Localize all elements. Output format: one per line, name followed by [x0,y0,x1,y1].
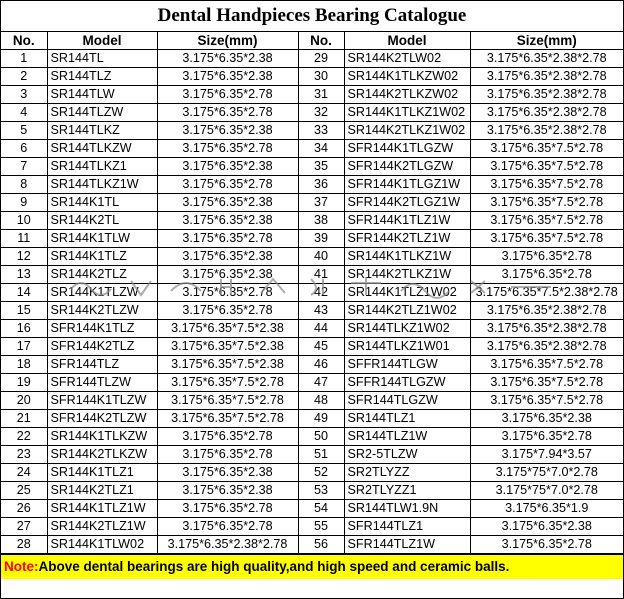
table-row [1,266,623,284]
cell-no-left: 14 [1,284,47,302]
table-row [1,338,623,356]
table-row [1,302,623,320]
cell-size-left: 3.175*6.35*2.78 [157,176,298,194]
cell-model-left: SR144TLKZ [47,122,157,140]
cell-no-right: 38 [298,212,344,230]
cell-no-right: 40 [298,248,344,266]
table-row [1,104,623,122]
table-row [1,464,623,482]
cell-no-right: 47 [298,374,344,392]
cell-no-right: 45 [298,338,344,356]
table-row [1,500,623,518]
cell-model-left: SR144K2TLZW [47,302,157,320]
cell-model-right: SR144TLZ1W [344,428,470,446]
table-row [1,50,623,68]
cell-model-left: SR144TL [47,50,157,68]
cell-no-left: 6 [1,140,47,158]
cell-size-right: 3.175*6.35*2.38 [470,410,623,428]
cell-no-left: 24 [1,464,47,482]
cell-no-left: 16 [1,320,47,338]
cell-size-left: 3.175*6.35*7.5*2.38 [157,338,298,356]
cell-no-right: 54 [298,500,344,518]
catalogue-title: Dental Handpieces Bearing Catalogue [1,1,623,32]
cell-size-right: 3.175*6.35*2.78 [470,536,623,554]
cell-no-left: 5 [1,122,47,140]
table-header-row [1,32,623,50]
cell-model-right: SFR144K2TLZ1W [344,230,470,248]
cell-size-left: 3.175*6.35*2.38 [157,464,298,482]
cell-size-left: 3.175*6.35*7.5*2.38 [157,320,298,338]
cell-no-right: 29 [298,50,344,68]
cell-model-right: SR144TLZ1 [344,410,470,428]
cell-size-left: 3.175*6.35*7.5*2.78 [157,410,298,428]
cell-size-right: 3.175*6.35*2.38*2.78 [470,50,623,68]
cell-model-left: SFR144K2TLZW [47,410,157,428]
cell-model-left: SFR144K2TLZ [47,338,157,356]
table-row [1,140,623,158]
cell-model-right: SR2TLYZZ [344,464,470,482]
cell-model-left: SR144K2TLZ1 [47,482,157,500]
cell-model-left: SR144K2TLKZW [47,446,157,464]
note-text: Above dental bearings are high quality,and high speed and ceramic balls. [38,559,510,574]
cell-size-left: 3.175*6.35*2.78 [157,446,298,464]
cell-size-right: 3.175*6.35*7.5*2.78 [470,140,623,158]
cell-model-left: SR144TLKZ1 [47,158,157,176]
cell-no-right: 51 [298,446,344,464]
cell-size-left: 3.175*6.35*2.38 [157,212,298,230]
cell-size-right: 3.175*6.35*7.5*2.78 [470,392,623,410]
cell-no-left: 4 [1,104,47,122]
header-no-right: No. [298,32,344,50]
cell-size-right: 3.175*75*7.0*2.78 [470,482,623,500]
cell-size-right: 3.175*6.35*2.38*2.78 [470,86,623,104]
cell-model-right: SR144K2TLKZW02 [344,86,470,104]
cell-no-left: 25 [1,482,47,500]
bearing-table [1,32,623,554]
cell-size-left: 3.175*6.35*7.5*2.38 [157,356,298,374]
cell-model-right: SFFR144TLGW [344,356,470,374]
cell-size-right: 3.175*6.35*2.38 [470,518,623,536]
table-row [1,410,623,428]
cell-no-right: 55 [298,518,344,536]
cell-no-right: 53 [298,482,344,500]
cell-size-right: 3.175*6.35*7.5*2.78 [470,230,623,248]
cell-model-left: SR144K1TLZW [47,284,157,302]
cell-model-left: SR144K1TLZ1 [47,464,157,482]
cell-size-left: 3.175*6.35*2.78 [157,428,298,446]
cell-model-left: SR144TLW [47,86,157,104]
cell-size-left: 3.175*6.35*2.38 [157,158,298,176]
table-row [1,374,623,392]
cell-no-right: 44 [298,320,344,338]
cell-size-right: 3.175*6.35*2.38*2.78 [470,320,623,338]
cell-no-right: 43 [298,302,344,320]
cell-no-left: 8 [1,176,47,194]
cell-model-right: SR144K1TLKZ1W02 [344,104,470,122]
cell-model-right: SFR144TLZ1W [344,536,470,554]
table-row [1,284,623,302]
cell-size-left: 3.175*6.35*2.78 [157,230,298,248]
cell-no-right: 36 [298,176,344,194]
cell-size-left: 3.175*6.35*2.78 [157,302,298,320]
cell-no-right: 37 [298,194,344,212]
cell-size-left: 3.175*6.35*2.78 [157,140,298,158]
cell-size-left: 3.175*6.35*2.78 [157,518,298,536]
cell-no-left: 1 [1,50,47,68]
cell-no-left: 28 [1,536,47,554]
cell-model-left: SR144K2TL [47,212,157,230]
table-row [1,212,623,230]
cell-no-left: 23 [1,446,47,464]
cell-size-right: 3.175*7.94*3.57 [470,446,623,464]
table-row [1,122,623,140]
cell-model-right: SR144K1TLKZ1W [344,248,470,266]
cell-no-right: 42 [298,284,344,302]
cell-size-right: 3.175*6.35*2.38*2.78 [470,338,623,356]
cell-size-right: 3.175*6.35*2.38*2.78 [470,68,623,86]
header-no-left: No. [1,32,47,50]
cell-no-right: 56 [298,536,344,554]
table-row [1,176,623,194]
cell-model-left: SFR144TLZW [47,374,157,392]
table-row [1,158,623,176]
cell-no-left: 7 [1,158,47,176]
header-model-right: Model [344,32,470,50]
cell-model-left: SR144K1TL [47,194,157,212]
cell-no-left: 21 [1,410,47,428]
cell-size-left: 3.175*6.35*2.38 [157,194,298,212]
cell-no-right: 35 [298,158,344,176]
cell-model-right: SFFR144TLGZW [344,374,470,392]
cell-size-right: 3.175*6.35*2.38*2.78 [470,104,623,122]
cell-size-right: 3.175*6.35*7.5*2.78 [470,176,623,194]
cell-model-right: SR144K1TLKZW02 [344,68,470,86]
cell-no-right: 46 [298,356,344,374]
cell-model-right: SR2TLYZZ1 [344,482,470,500]
cell-size-left: 3.175*6.35*2.38 [157,248,298,266]
table-row [1,68,623,86]
cell-no-right: 33 [298,122,344,140]
cell-model-left: SR144TLZ [47,68,157,86]
cell-size-right: 3.175*6.35*2.78 [470,248,623,266]
cell-size-right: 3.175*6.35*7.5*2.78 [470,158,623,176]
cell-model-left: SFR144TLZ [47,356,157,374]
cell-size-left: 3.175*6.35*2.38 [157,50,298,68]
cell-no-right: 49 [298,410,344,428]
cell-model-left: SFR144K1TLZ [47,320,157,338]
cell-model-left: SR144K2TLZ1W [47,518,157,536]
cell-size-right: 3.175*6.35*2.38*2.78 [470,122,623,140]
cell-size-right: 3.175*6.35*7.5*2.78 [470,374,623,392]
table-row [1,536,623,554]
table-row [1,356,623,374]
table-row [1,86,623,104]
cell-size-left: 3.175*6.35*2.38 [157,482,298,500]
cell-size-right: 3.175*6.35*2.78 [470,266,623,284]
cell-model-left: SR144TLKZ1W [47,176,157,194]
cell-no-left: 26 [1,500,47,518]
table-row [1,518,623,536]
cell-no-left: 11 [1,230,47,248]
table-row [1,248,623,266]
cell-model-right: SFR144K2TLGZW [344,158,470,176]
cell-model-right: SR144TLW1.9N [344,500,470,518]
cell-size-left: 3.175*6.35*2.38 [157,122,298,140]
header-size-left: Size(mm) [157,32,298,50]
cell-no-right: 39 [298,230,344,248]
cell-no-left: 13 [1,266,47,284]
cell-model-right: SR144K1TLZ1W02 [344,284,470,302]
cell-no-left: 19 [1,374,47,392]
note-banner [1,554,623,579]
cell-no-left: 3 [1,86,47,104]
header-model-left: Model [47,32,157,50]
cell-model-right: SR144K2TLZ1W02 [344,302,470,320]
cell-model-right: SFR144K2TLGZ1W [344,194,470,212]
table-row [1,482,623,500]
cell-size-right: 3.175*6.35*2.38*2.78 [470,302,623,320]
cell-size-right: 3.175*75*7.0*2.78 [470,464,623,482]
cell-no-left: 15 [1,302,47,320]
cell-no-left: 10 [1,212,47,230]
cell-model-right: SR144TLKZ1W01 [344,338,470,356]
cell-size-right: 3.175*6.35*1.9 [470,500,623,518]
cell-no-left: 2 [1,68,47,86]
table-row [1,446,623,464]
cell-size-left: 3.175*6.35*2.78 [157,500,298,518]
cell-model-left: SFR144K1TLZW [47,392,157,410]
cell-no-right: 48 [298,392,344,410]
cell-model-left: SR144K1TLW [47,230,157,248]
cell-size-left: 3.175*6.35*2.38 [157,266,298,284]
cell-model-right: SFR144K1TLGZ1W [344,176,470,194]
cell-size-right: 3.175*6.35*7.5*2.38*2.78 [470,284,623,302]
cell-model-right: SR144TLKZ1W02 [344,320,470,338]
cell-no-left: 9 [1,194,47,212]
cell-no-left: 18 [1,356,47,374]
cell-size-right: 3.175*6.35*7.5*2.78 [470,356,623,374]
cell-no-right: 52 [298,464,344,482]
cell-size-left: 3.175*6.35*2.38*2.78 [157,536,298,554]
cell-no-left: 22 [1,428,47,446]
cell-no-left: 12 [1,248,47,266]
cell-model-right: SFR144TLGZW [344,392,470,410]
cell-model-right: SR144K2TLW02 [344,50,470,68]
cell-no-right: 31 [298,86,344,104]
cell-model-left: SR144K1TLW02 [47,536,157,554]
table-row [1,320,623,338]
cell-model-left: SR144TLKZW [47,140,157,158]
header-size-right: Size(mm) [470,32,623,50]
cell-model-right: SFR144K1TLZ1W [344,212,470,230]
cell-no-right: 41 [298,266,344,284]
cell-no-right: 50 [298,428,344,446]
cell-model-left: SR144K1TLZ [47,248,157,266]
cell-no-left: 20 [1,392,47,410]
cell-no-left: 27 [1,518,47,536]
cell-model-left: SR144K1TLZ1W [47,500,157,518]
cell-size-left: 3.175*6.35*2.78 [157,104,298,122]
cell-no-right: 30 [298,68,344,86]
note-label: Note: [4,559,39,574]
cell-model-left: SR144TLZW [47,104,157,122]
cell-model-left: SR144K2TLZ [47,266,157,284]
cell-no-right: 34 [298,140,344,158]
cell-model-right: SFR144TLZ1 [344,518,470,536]
cell-size-left: 3.175*6.35*2.38 [157,68,298,86]
cell-size-right: 3.175*6.35*7.5*2.78 [470,212,623,230]
cell-no-right: 32 [298,104,344,122]
cell-size-left: 3.175*6.35*7.5*2.78 [157,392,298,410]
cell-size-left: 3.175*6.35*7.5*2.78 [157,374,298,392]
cell-model-right: SR2-5TLZW [344,446,470,464]
cell-model-right: SFR144K1TLGZW [344,140,470,158]
table-row [1,230,623,248]
cell-size-right: 3.175*6.35*7.5*2.78 [470,194,623,212]
cell-size-left: 3.175*6.35*2.78 [157,86,298,104]
cell-model-left: SR144K1TLKZW [47,428,157,446]
cell-model-right: SR144K2TLKZ1W02 [344,122,470,140]
cell-size-left: 3.175*6.35*2.78 [157,284,298,302]
table-row [1,194,623,212]
cell-size-right: 3.175*6.35*2.78 [470,428,623,446]
table-row [1,392,623,410]
table-row [1,428,623,446]
cell-no-left: 17 [1,338,47,356]
cell-model-right: SR144K2TLKZ1W [344,266,470,284]
